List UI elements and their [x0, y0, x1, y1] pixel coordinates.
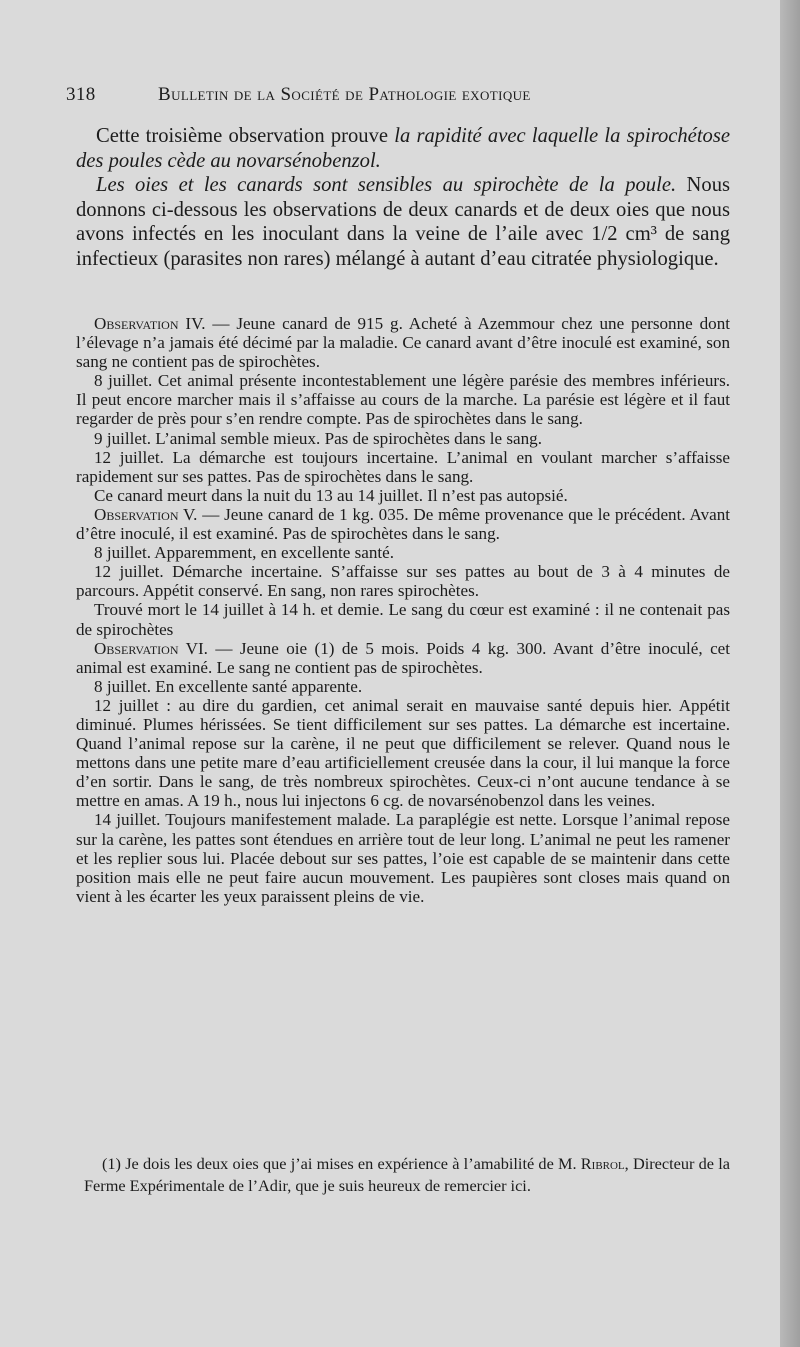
intro-p1-italic: la rapidité avec laquelle la spirochétose des poules cède au novarsénobenzol.: [76, 125, 730, 172]
observation-5-label: Observation V.: [94, 504, 198, 524]
observation-4-entry: 8 juillet. Cet animal présente incontestablement une légère parésie des membres inférieurs. Il peut encore marcher mais il s’affaisse au cours de la marche. La parésie est légère et il faut regarder de près pour s’en rendre compte. Pas de spirochètes dans le sang.: [76, 371, 730, 429]
observation-6-entry: 8 juillet. En excellente santé apparente.: [94, 676, 363, 696]
observation-4-label: Observation IV.: [94, 314, 206, 333]
observation-6-text: — Jeune oie (1) de 5 mois. Poids 4 kg. 300. Avant d’être inoculé, cet animal est examiné. Le sang ne contient pas de spirochètes.: [76, 638, 730, 677]
running-title: Bulletin de la Société de Pathologie exotique: [158, 84, 531, 105]
observation-4-entry: Ce canard meurt dans la nuit du 13 au 14 juillet. Il n’est pas autopsié.: [94, 485, 568, 505]
page-edge: [780, 0, 800, 1347]
footnote-text: [84, 1153, 730, 1197]
footnote-rest: , Directeur de la Ferme Expérimentale de l’Adir, que je suis heureux de remercier ici.: [84, 1154, 730, 1195]
intro-p2-rest: Nous donnons ci-dessous les observations de deux canards et de deux oies que nous avons infectés en les inoculant dans la veine de l’aile avec 1/2 cm³ de sang infectieux (parasites non rares) mélangé à autant d’eau citratée physiologique.: [76, 174, 730, 270]
observation-4: [76, 314, 730, 371]
observation-6-entry: 14 juillet. Toujours manifestement malade. La paraplégie est nette. Lorsque l’animal repose sur la carène, les pattes sont étendues en arrière tout de leur long. L’animal ne peut les ramener et les replier sous lui. Placée debout sur ses pattes, l’oie est capable de se maintenir dans cette position mais elle ne peut faire aucun mouvement. Les paupières sont closes mais quand on vient à les écarter les yeux paraissent pleins de vie.: [76, 810, 730, 906]
footnote-name: Ribrol: [580, 1154, 625, 1173]
intro-p1-lead: Cette troisième observation prouve: [96, 125, 395, 147]
observation-5-entry: 12 juillet. Démarche incertaine. S’affaisse sur ses pattes au bout de 3 à 4 minutes de parcours. Appétit conservé. En sang, non rares spirochètes.: [76, 562, 730, 601]
observation-6-label: Observation VI.: [94, 638, 208, 658]
observation-6-entry: 12 juillet : au dire du gardien, cet animal serait en mauvaise santé depuis hier. Appétit diminué. Plumes hérissées. Se tient difficilement sur ses pattes. La démarche est incertaine. Quand l’animal repose sur la carène, il ne peut que difficilement se relever. Quand nous le mettons dans une petite mare d’eau artificiellement creusée dans la cour, il lui manque la force d’en sortir. Dans le sang, de très nombreux spirochètes. Ceux-ci n’ont aucune tendance à se mettre en amas. A 19 h., nous lui injectons 6 cg. de novarsénobenzol dans les veines.: [76, 695, 730, 811]
footnote-lead: (1) Je dois les deux oies que j’ai mises en expérience à l’amabilité de M.: [102, 1154, 581, 1173]
footnote: [84, 1153, 730, 1197]
intro-paragraph-1: [76, 124, 730, 173]
observation-5-text: — Jeune canard de 1 kg. 035. De même provenance que le précédent. Avant d’être inoculé, il est examiné. Pas de spirochètes dans le sang.: [76, 504, 730, 544]
observation-5: [76, 505, 730, 543]
observation-5-entry: 8 juillet. Apparemment, en excellente santé.: [94, 543, 394, 563]
observation-4-entry: 12 juillet. La démarche est toujours incertaine. L’animal en voulant marcher s’affaisse rapidement sur ses pattes. Pas de spirochètes dans le sang.: [76, 447, 730, 486]
observation-4-text: — Jeune canard de 915 g. Acheté à Azemmour chez une personne dont l’élevage n’a jamais été décimé par la maladie. Ce canard avant d’être inoculé est examiné, son sang ne contient pas de spirochètes.: [76, 314, 730, 372]
intro-text: [76, 124, 730, 272]
intro-p2-italic: Les oies et les canards sont sensibles au spirochète de la poule.: [96, 174, 677, 197]
observation-6: [76, 639, 730, 677]
observation-5-entry: Trouvé mort le 14 juillet à 14 h. et demie. Le sang du cœur est examiné : il ne contenait pas de spirochètes: [76, 600, 730, 639]
observations-section: [76, 314, 730, 906]
intro-paragraph-2: [76, 173, 730, 271]
observation-4-entry: 9 juillet. L’animal semble mieux. Pas de spirochètes dans le sang.: [94, 428, 542, 448]
page-number: 318: [66, 84, 96, 105]
